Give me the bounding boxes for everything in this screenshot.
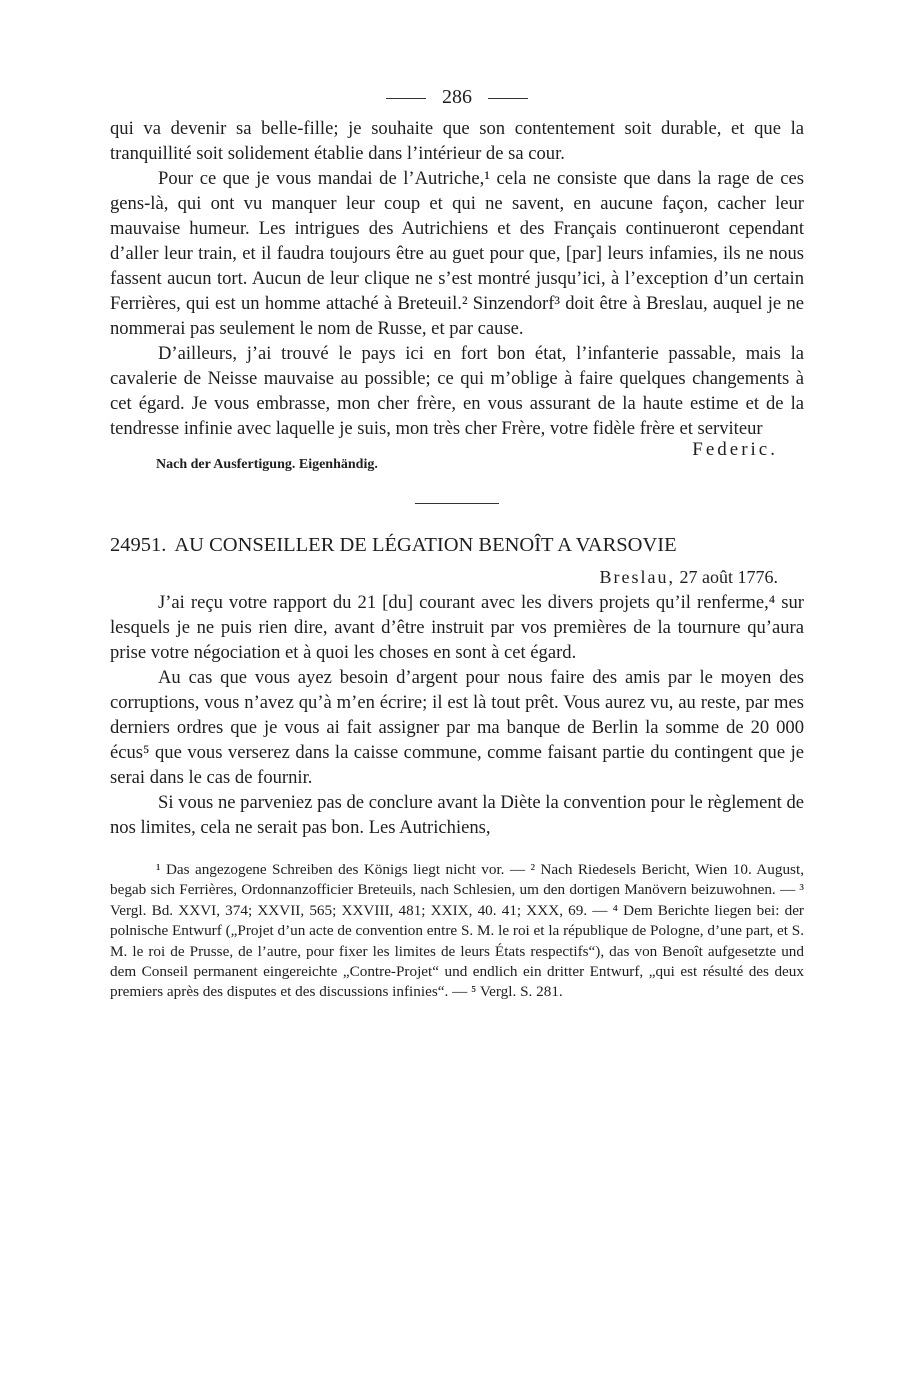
dateline-place: Breslau,: [599, 567, 675, 587]
document-paragraph-2: Au cas que vous ayez besoin d’argent pour nous faire des amis par le moyen des corruptions, vous n’avez qu’à m’en écrire; il est là tout prêt. Vous aurez vu, au reste, par mes derniers ordres que je vous ai fait assigner par ma banque de Berlin la somme de 20 000 écus⁵ que vous verserez dans la caisse commune, comme faisant partie du contingent que je serai dans le cas de fournir.: [110, 667, 804, 788]
dateline-date: 27 août 1776.: [679, 567, 778, 587]
letter-paragraph-3: D’ailleurs, j’ai trouvé le pays ici en fort bon état, l’infanterie passable, mais la cavalerie de Neisse mauvaise au possible; ce qui m’oblige à faire quelques changements à cet égard. Je vous embrasse, mon cher frère, en vous assurant de la haute estime et de la tendresse infinie avec laquelle je suis, mon très cher Frère, votre fidèle frère et serviteur: [110, 343, 804, 439]
header-dash-left: [386, 98, 426, 99]
source-note: Nach der Ausfertigung. Eigenhändig.: [156, 457, 378, 472]
letter-paragraph-2: Pour ce que je vous mandai de l’Autriche,¹ cela ne consiste que dans la rage de ces gens-là, qui ont vu manquer leur coup et qui ne savent, en aucune façon, cacher leur mauvaise humeur. Les intrigues des Autrichiens et des Français continueront cependant d’aller leur train, et il faudra toujours être au guet pour que, [par] leurs infamies, ils ne nous fassent aucun tort. Aucun de leur clique ne s’est montré jusqu’ici, à l’exception d’un certain Ferrières, qui est un homme attaché à Breteuil.² Sinzendorf³ doit être à Breslau, auquel je ne nommerai pas seulement le nom de Russe, et par cause.: [110, 168, 804, 339]
dateline: [110, 564, 804, 590]
letter-closing: [110, 439, 804, 472]
document-24951: [110, 532, 804, 840]
page-number: 286: [442, 86, 472, 108]
letter-paragraph-1: qui va devenir sa belle-fille; je souhaite que son contentement soit durable, et que la tranquillité soit solidement établie dans l’intérieur de sa cour.: [110, 118, 804, 164]
header-dash-right: [488, 98, 528, 99]
document-title: AU CONSEILLER DE LÉGATION BENOÎT A VARSOVIE: [174, 534, 677, 556]
footnotes: ¹ Das angezogene Schreiben des Königs liegt nicht vor. — ² Nach Riedesels Bericht, Wien 10. August, begab sich Ferrières, Ordonnanzofficier Breteuils, nach Schlesien, um den dortigen Manövern beizuwohnen. — ³ Vergl. Bd. XXVI, 374; XXVII, 565; XXVIII, 481; XXIX, 40. 41; XXX, 69. — ⁴ Dem Berichte liegen bei: der polnische Entwurf („Projet d’un acte de convention entre S. M. le roi et la république de Pologne, d’une part, et S. M. le roi de Prusse, de l’autre, pour fixer les limites de leurs États respectifs“), das von Benoît aufgesetzte und dem Conseil permanent eingereichte „Contre-Projet“ und endlich ein dritter Entwurf, „qui est résulté des deux premiers après des disputes et des discussions infinies“. — ⁵ Vergl. S. 281.: [110, 861, 804, 1001]
section-divider: [415, 503, 499, 504]
running-header: [110, 82, 804, 116]
book-page: [110, 82, 804, 1018]
document-number: 24951.: [110, 534, 167, 556]
letter-continuation: [110, 116, 804, 472]
signature: Federic.: [692, 439, 778, 460]
document-paragraph-1: J’ai reçu votre rapport du 21 [du] courant avec les divers projets qu’il renferme,⁴ sur lesquels je ne puis rien dire, avant d’être instruit par vos premières de la tournure qu’aura prise votre négociation et à quoi les choses en sont à cet égard.: [110, 592, 804, 663]
document-heading: [110, 532, 804, 558]
document-paragraph-3: Si vous ne parveniez pas de conclure avant la Diète la convention pour le règlement de nos limites, cela ne serait pas bon. Les Autrichiens,: [110, 792, 804, 838]
